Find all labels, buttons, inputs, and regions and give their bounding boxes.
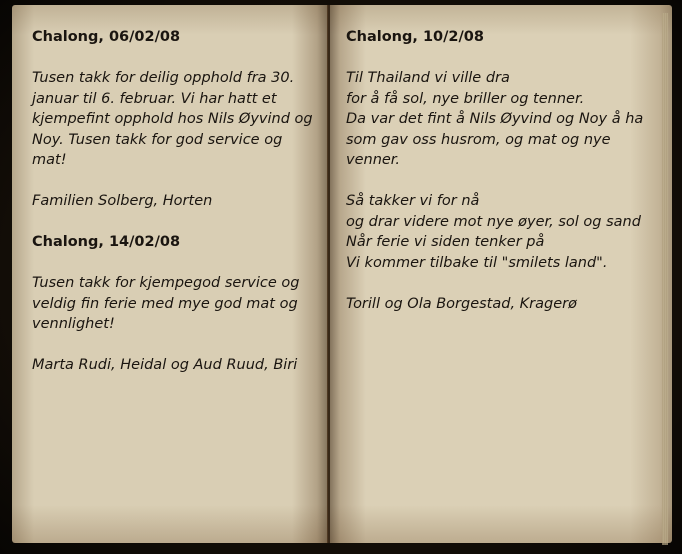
right-page xyxy=(330,5,672,543)
entry-signature: Marta Rudi, Heidal og Aud Ruud, Biri xyxy=(32,357,298,373)
entry-rudi-ruud xyxy=(32,232,314,376)
entry-message: Tusen takk for kjempegod service og veldig fin ferie med mye god mat og vennlighet! xyxy=(32,275,300,332)
left-page xyxy=(12,5,328,543)
page-edge xyxy=(662,13,668,545)
entry-solberg xyxy=(32,27,314,212)
entry-signature: Torill og Ola Borgestad, Kragerø xyxy=(346,295,577,312)
entry-date: Chalong, 06/02/08 xyxy=(32,29,181,45)
entry-date: Chalong, 14/02/08 xyxy=(32,234,181,250)
poem-verse-2: Så takker vi for nå og drar videre mot nye øyer, sol og sand Når ferie vi siden tenker på Vi kommer tilbake til "smilets land". xyxy=(346,193,641,271)
entry-borgestad xyxy=(346,27,658,314)
entry-message: Tusen takk for deilig opphold fra 30. januar til 6. februar. Vi har hatt et kjempefint opphold hos Nils Øyvind og Noy. Tusen takk for god service og mat! xyxy=(32,70,313,168)
entry-date: Chalong, 10/2/08 xyxy=(346,29,484,45)
entry-signature: Familien Solberg, Horten xyxy=(32,193,213,209)
poem-verse-1: Til Thailand vi ville dra for å få sol, nye briller og tenner. Da var det fint å Nils Øyvind og Noy å ha som gav oss husrom, og mat og nye venner. xyxy=(346,70,644,168)
